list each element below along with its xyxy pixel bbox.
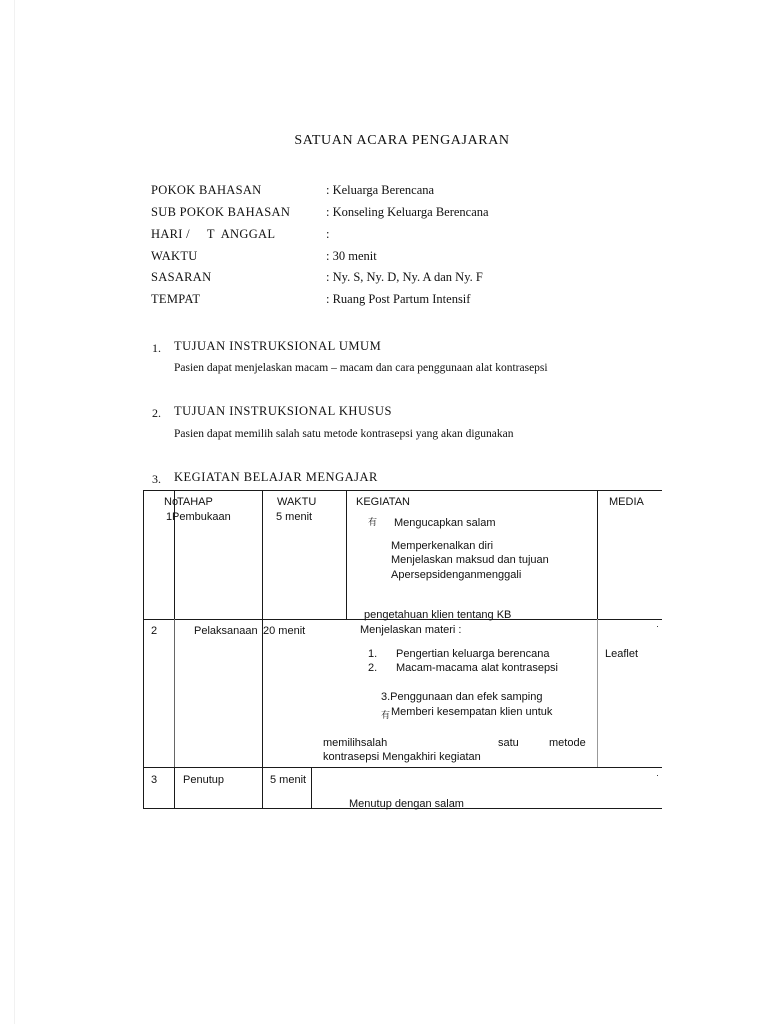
row2-justified-word-3: metode [549,737,586,749]
table-border-top [143,490,662,491]
row3-edge-mark: · [656,770,659,780]
row2-justified-word-2: satu [498,737,519,749]
meta-value-pokok-bahasan: : Keluarga Berencana [326,183,435,197]
row2-kegiatan-intro: Menjelaskan materi : [360,624,462,636]
table-border-left [143,490,144,809]
row2-list-num-1: 1. [368,648,378,660]
row1-kegiatan-5: pengetahuan klien tentang KB [364,609,512,621]
header-media: MEDIA [609,496,644,508]
col-divider-no [174,490,175,619]
row2-kegiatan-item4: Memberi kesempatan klien untuk [391,706,553,718]
document-title: SATUAN ACARA PENGAJARAN [294,133,510,148]
meta-label-sasaran: SASARAN [151,270,212,284]
section-heading-tujuan-khusus: TUJUAN INSTRUKSIONAL KHUSUS [174,404,392,418]
col-divider-kegiatan-faint [597,619,598,767]
header-kegiatan: KEGIATAN [356,496,410,508]
row2-no: 2 [151,625,158,637]
row2-kegiatan-end: kontrasepsi Mengakhiri kegiatan [323,751,481,763]
section-body-tujuan-umum: Pasien dapat menjelaskan macam – macam dan cara penggunaan alat kontrasepsi [174,362,548,374]
row2-list-text-1: Pengertian keluarga berencana [396,648,550,660]
meta-label-tempat: TEMPAT [151,292,201,306]
row2-list-text-2: Macam-macama alat kontrasepsi [396,662,559,674]
row1-kegiatan-3: Menjelaskan maksud dan tujuan [391,554,549,566]
col-divider-waktu [346,490,347,619]
section-number-2: 2. [152,406,161,420]
meta-value-sasaran: : Ny. S, Ny. D, Ny. A dan Ny. F [326,270,483,284]
col-divider-no-3 [174,767,175,808]
row1-tahap: Pembukaan [172,511,231,523]
meta-label-pokok-bahasan: POKOK BAHASAN [151,183,262,197]
row2-edge-mark: · [656,621,659,631]
row3-waktu: 5 menit [270,774,307,786]
col-divider-tahap [262,490,263,809]
table-row-divider-2 [143,767,662,768]
row3-no: 3 [151,774,158,786]
row1-no: 1 [166,511,173,523]
meta-label-hari-tanggal: HARI / T ANGGAL [151,227,276,241]
row1-kegiatan-1: Mengucapkan salam [394,517,496,529]
meta-value-tempat: : Ruang Post Partum Intensif [326,292,471,306]
meta-label-waktu: WAKTU [151,249,198,263]
row3-kegiatan: Menutup dengan salam [349,798,464,810]
bullet-icon: 有 [381,711,391,721]
col-divider-waktu-3 [311,767,312,808]
meta-value-hari-tanggal: : [326,227,330,241]
bullet-icon: 有 [368,518,378,528]
meta-label-sub-pokok-bahasan: SUB POKOK BAHASAN [151,205,291,219]
section-heading-kegiatan: KEGIATAN BELAJAR MENGAJAR [174,470,378,484]
page-edge [14,0,15,1024]
meta-value-sub-pokok-bahasan: : Konseling Keluarga Berencana [326,205,489,219]
row2-tahap: Pelaksanaan [194,625,258,637]
meta-value-waktu: : 30 menit [326,249,377,263]
col-divider-no-faint [174,619,175,767]
section-number-1: 1. [152,341,161,355]
col-divider-kegiatan [597,490,598,619]
row2-media-leaflet: Leaflet [605,648,639,660]
section-number-3: 3. [152,472,161,486]
row2-waktu: 20 menit [263,625,306,637]
row3-tahap: Penutup [183,774,224,786]
section-heading-tujuan-umum: TUJUAN INSTRUKSIONAL UMUM [174,339,382,353]
header-waktu: WAKTU [277,496,317,508]
row2-list-num-2: 2. [368,662,378,674]
header-no: No [164,496,179,508]
header-tahap: TAHAP [177,496,213,508]
row1-waktu: 5 menit [276,511,313,523]
row1-kegiatan-2: Memperkenalkan diri [391,540,494,552]
section-body-tujuan-khusus: Pasien dapat memilih salah satu metode kontrasepsi yang akan digunakan [174,428,514,440]
row2-kegiatan-item3: 3.Penggunaan dan efek samping [381,691,543,703]
row2-justified-word-1: memilihsalah [323,737,388,749]
row1-kegiatan-4: Apersepsidenganmenggali [391,569,522,581]
